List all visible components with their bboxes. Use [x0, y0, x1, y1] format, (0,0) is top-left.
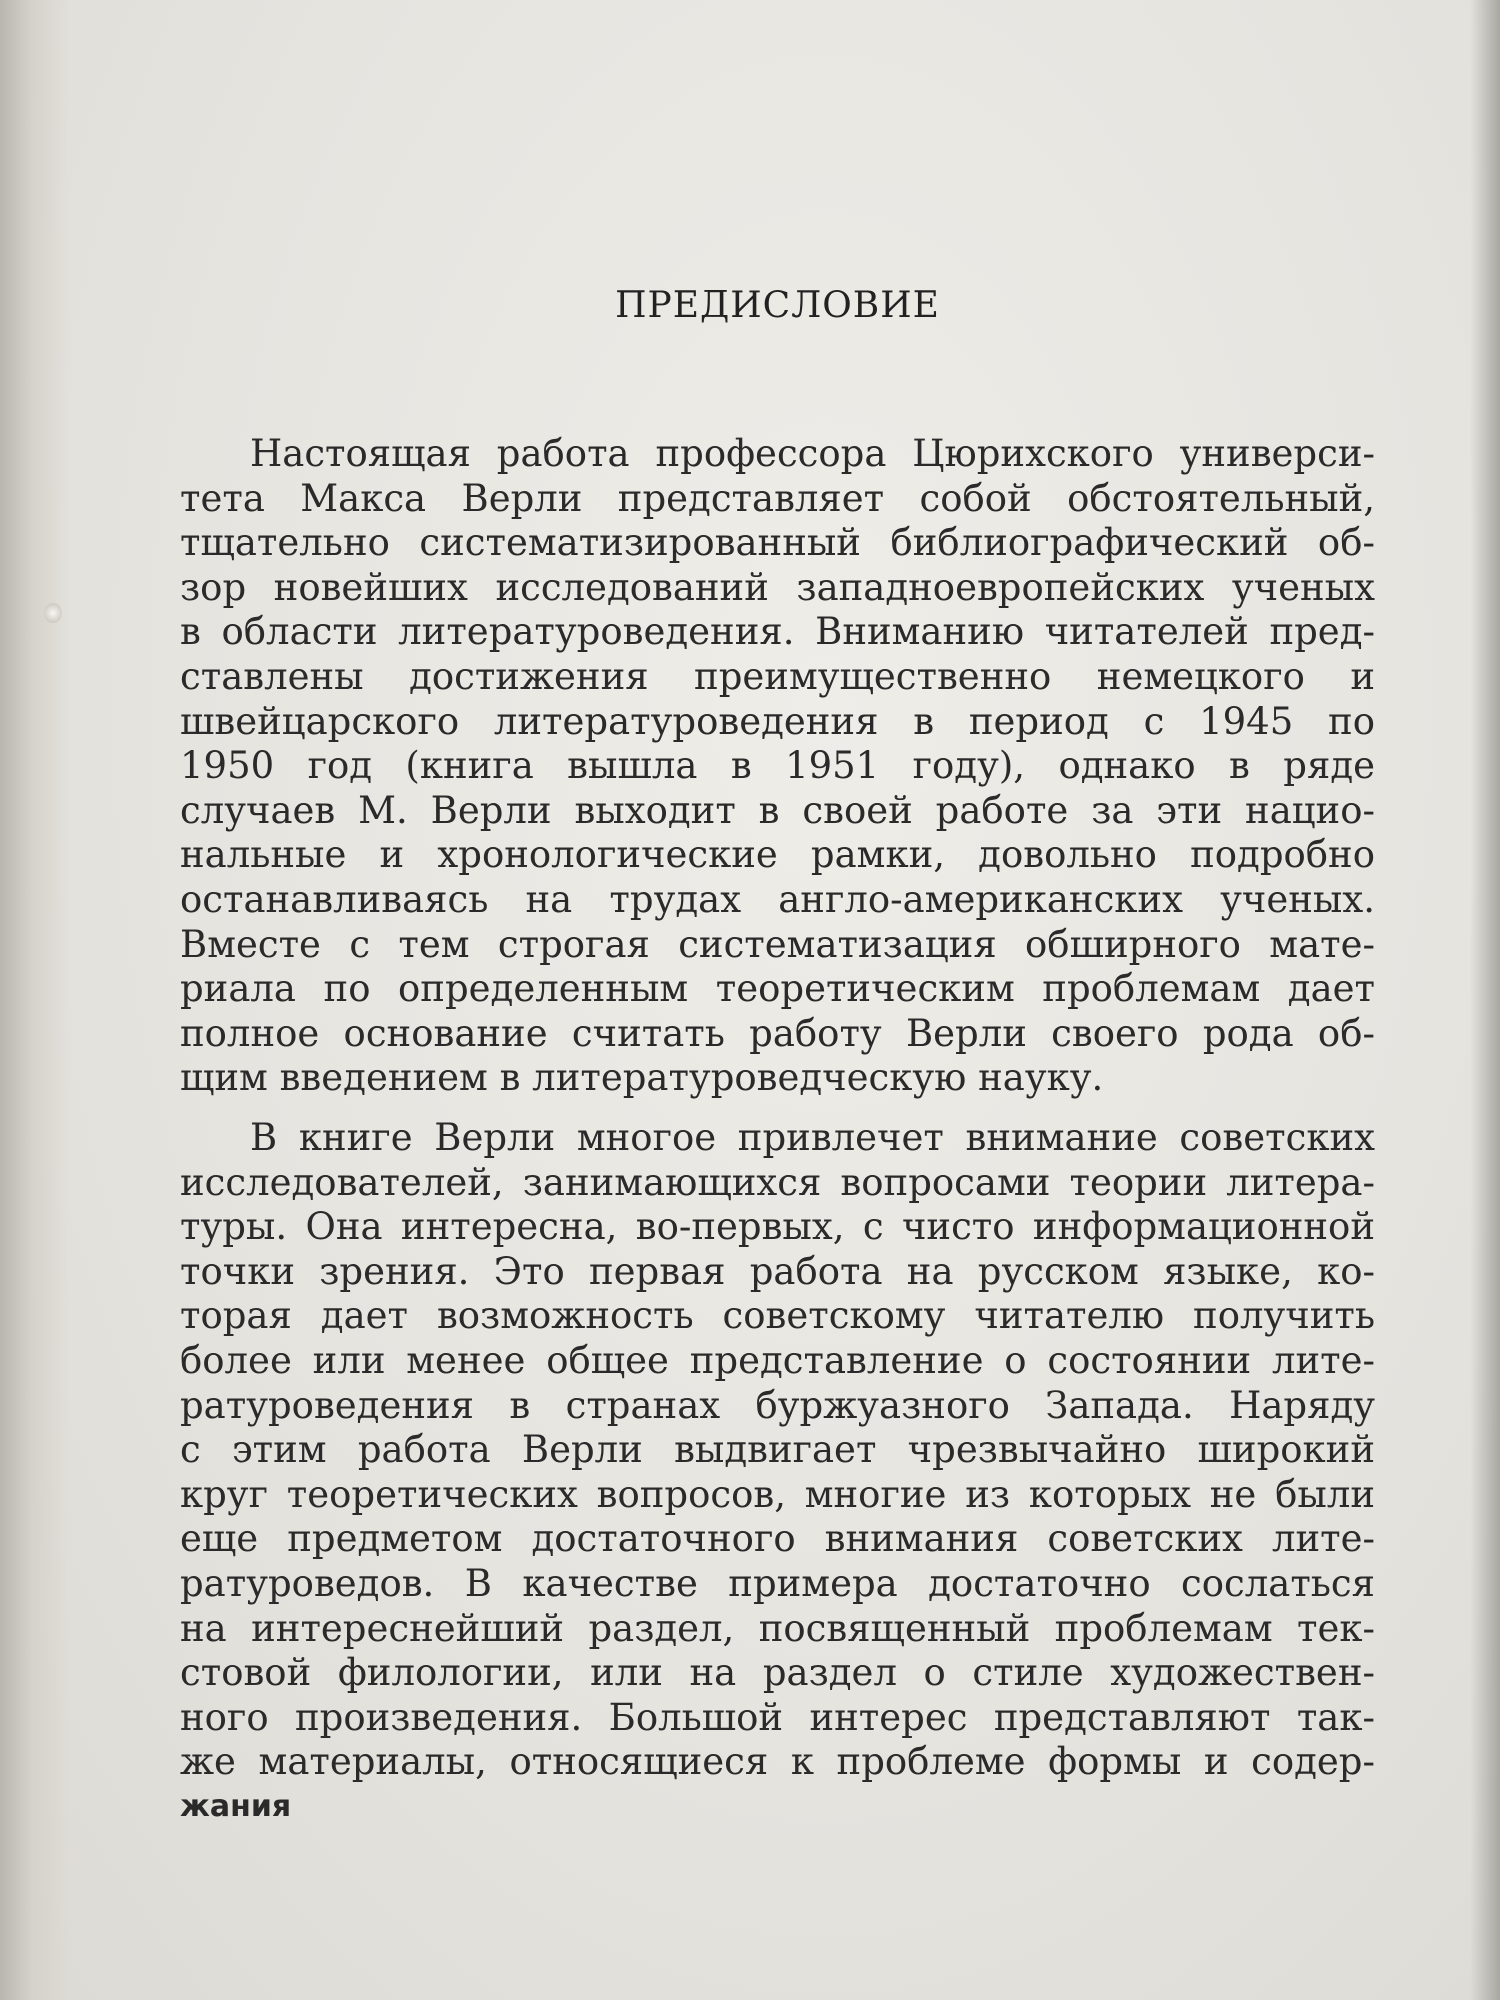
text-line: на интереснейший раздел, посвященный проблемам тек-: [180, 1606, 1375, 1650]
text-line: В книге Верли многое привлечет внимание советских: [250, 1116, 1375, 1159]
text-line: ставлены достижения преимущественно немецкого и: [180, 654, 1375, 698]
book-spine-shadow: [0, 0, 70, 2000]
text-line: с этим работа Верли выдвигает чрезвычайно широкий: [180, 1428, 1375, 1472]
text-line: стовой филологии, или на раздел о стиле художествен-: [180, 1651, 1375, 1695]
text-line: зор новейших исследований западноевропейских ученых: [180, 565, 1375, 609]
text-line: останавливаясь на трудах англо-американских ученых.: [180, 877, 1375, 921]
text-line: в области литературоведения. Вниманию читателей пред-: [180, 610, 1375, 654]
text-line: Настоящая работа профессора Цюрихского универси-: [250, 432, 1375, 475]
text-line: же материалы, относящиеся к проблеме формы и содер-: [180, 1740, 1375, 1784]
page-edge-shadow: [1470, 0, 1500, 2000]
paragraph-2: [180, 1116, 1375, 1830]
text-line: 1950 год (книга вышла в 1951 году), однако в ряде: [180, 744, 1375, 788]
page-title: ПРЕДИСЛОВИЕ: [615, 285, 940, 326]
text-line: исследователей, занимающихся вопросами теории литера-: [180, 1160, 1375, 1204]
text-line: круг теоретических вопросов, многие из которых не были: [180, 1472, 1375, 1516]
text-line: ратуроведения в странах буржуазного Запада. Наряду: [180, 1383, 1375, 1427]
text-line: полное основание считать работу Верли своего рода об-: [180, 1011, 1375, 1055]
text-line: еще предметом достаточного внимания советских лите-: [180, 1517, 1375, 1561]
text-line: туры. Она интересна, во-первых, с чисто информационной: [180, 1205, 1375, 1249]
text-line: случаев М. Верли выходит в своей работе за эти нацио-: [180, 788, 1375, 832]
text-line: швейцарского литературоведения в период с 1945 по: [180, 699, 1375, 743]
text-line: Вместе с тем строгая систематизация обширного мате-: [180, 922, 1375, 966]
text-line: щим введением в литературоведческую науку.: [180, 1056, 1104, 1100]
text-line: более или менее общее представление о состоянии лите-: [180, 1338, 1375, 1382]
page-damage-mark: [44, 603, 62, 623]
text-line: ного произведения. Большой интерес представляют так-: [180, 1695, 1375, 1739]
text-line: торая дает возможность советскому читателю получить: [180, 1294, 1375, 1338]
paragraph-1: [180, 432, 1375, 1101]
catchword: жания: [180, 1788, 292, 1824]
text-line: тета Макса Верли представляет собой обстоятельный,: [180, 476, 1375, 520]
text-line: нальные и хронологические рамки, довольно подробно: [180, 833, 1375, 877]
text-line: риала по определенным теоретическим проблемам дает: [180, 967, 1375, 1011]
text-line: тщательно систематизированный библиографический об-: [180, 521, 1375, 565]
text-line: точки зрения. Это первая работа на русском языке, ко-: [180, 1249, 1375, 1293]
text-line: ратуроведов. В качестве примера достаточно сослаться: [180, 1561, 1375, 1605]
